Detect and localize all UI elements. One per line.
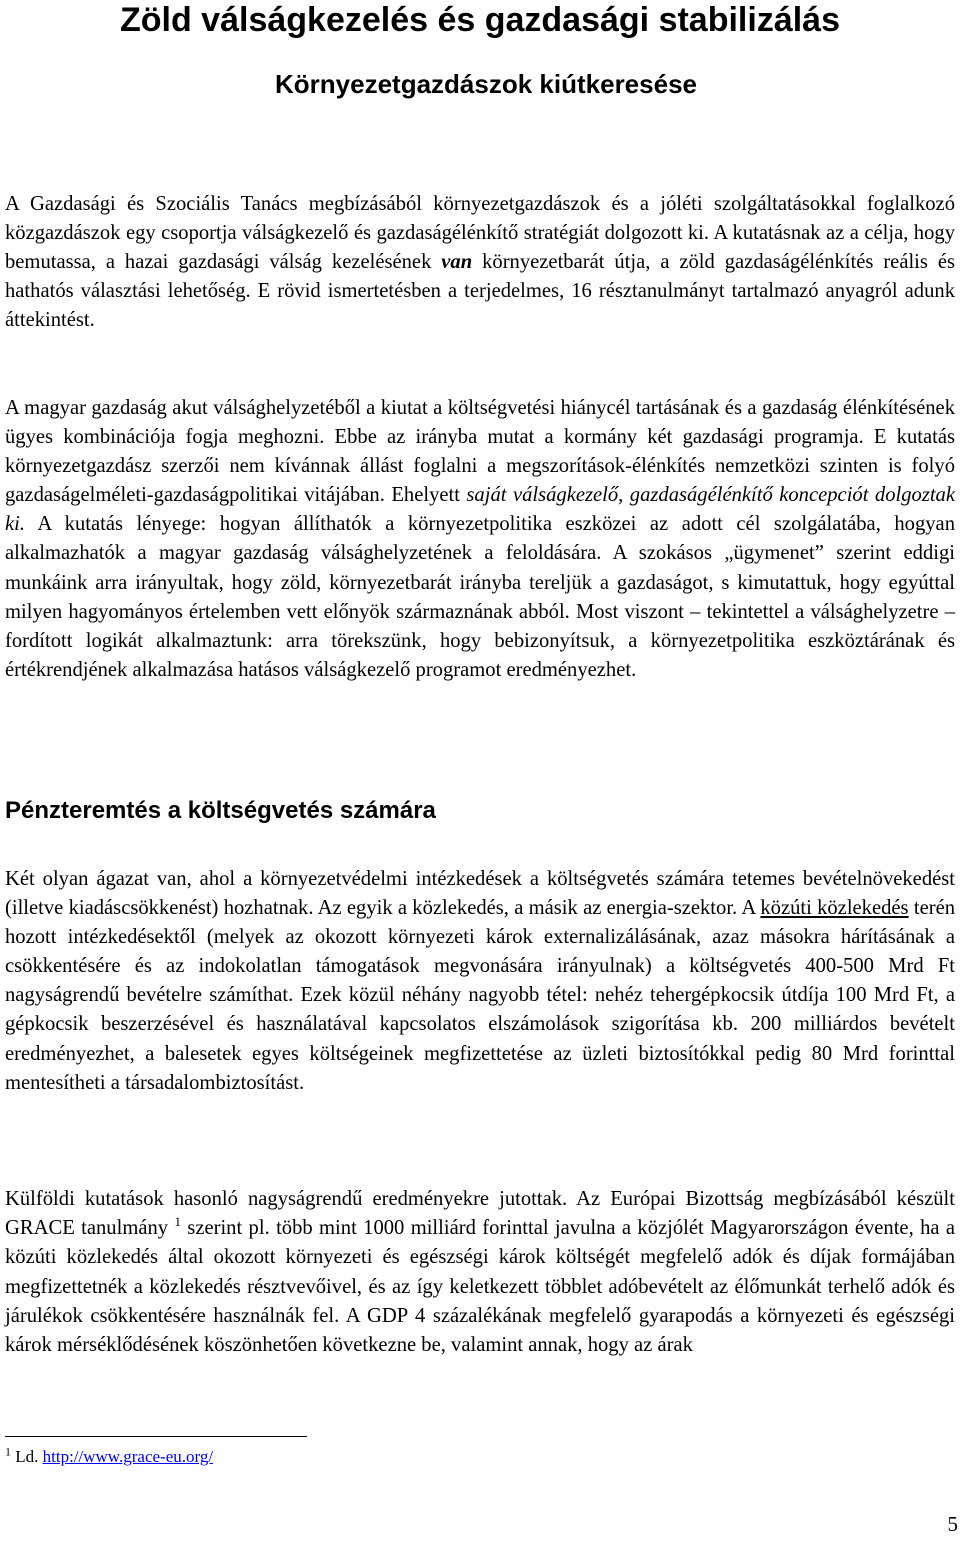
underlined-term: közúti közlekedés — [760, 897, 909, 920]
text-run: környezetbarát útja, a zöld gazdaságélénkítés reális és hathatós választási lehetőség. E rövid ismertetésben a terjedelmes, 16 résztanulmányt tartalmazó anyagról adunk áttekintést. — [5, 251, 955, 332]
section-paragraph-2 — [5, 1185, 955, 1360]
section-heading: Pénzteremtés a költségvetés számára — [5, 797, 436, 824]
emphasized-word: van — [441, 251, 473, 274]
document-subtitle: Környezetgazdászok kiútkeresése — [275, 69, 697, 99]
document-title: Zöld válságkezelés és gazdasági stabilizálás — [119, 1, 840, 39]
text-run: szerint pl. több mint 1000 milliárd forinttal javulna a közjólét Magyarországon évente, ha a közúti közlekedés által okozott környezeti és egészségi károk költségét megfelelő adók és díjak formájában megfizettetnék a közlekedés résztvevőivel, és az így keletkezett többlet adóbevételt az élőmunkát terhelő adók és járulékok csökkentésére használnák fel. A GDP 4 százalékának megfelelő gyarapodás a környezeti és egészségi károk mérséklődésének köszönhetően következne be, valamint annak, hogy az árak — [5, 1217, 955, 1357]
text-run: terén hozott intézkedésektől (melyek az okozott környezeti károk externalizálásának, azaz másokra hárításának a csökkentésére és az indokolatlan támogatások megvonására irányulnak) a költségvetés 400-500 Mrd Ft nagyságrendű bevételre számíthat. Ezek közül néhány nagyobb tétel: nehéz tehergépkocsik útdíja 100 Mrd Ft, a gépkocsik beszerzésével és használatával kapcsolatos elszámolások szigorítása kb. 200 milliárdos bevételt eredményezhet, a balesetek egyes költségeinek megfizettetése az üzleti biztosítókkal pedig 80 Mrd forinttal mentesítheti a társadalombiztosítást. — [5, 897, 956, 1094]
text-run: A magyar gazdaság akut válsághelyzetéből a kiutat a költségvetési hiánycél tartásának és a gazdaság élénkítésének ügyes kombinációja fogja meghozni. Ebbe az irányba mutat a kormány két gazdasági programja. E kutatás környezetgazdász szerzői nem kívánnak állást foglalni a megszorítások-élénkítés nemzetközi szinten is folyó gazdaságelméleti-gazdaságpolitikai vitájában. Ehelyett — [5, 397, 955, 507]
text-run: A Gazdasági és Szociális Tanács megbízásából környezetgazdászok és a jóléti szolgáltatásokkal foglalkozó közgazdászok egy csoportja válságkezelő és gazdaságélénkítő stratégiát dolgozott ki. A kutatásnak az a célja, hogy bemutassa, a hazai gazdasági válság kezelésének — [5, 193, 955, 274]
footnote-separator — [5, 1436, 307, 1437]
section-paragraph-1 — [5, 865, 955, 1098]
footnote-reference[interactable]: 1 — [174, 1214, 181, 1230]
text-run: Külföldi kutatások hasonló nagyságrendű eredményekre jutottak. Az Európai Bizottság megbízásából készült GRACE tanulmány — [5, 1188, 955, 1240]
page-number: 5 — [947, 1512, 958, 1536]
footnote-marker: 1 — [5, 1444, 11, 1459]
intro-paragraph-1 — [5, 190, 955, 335]
footnote-label: Ld. — [11, 1447, 43, 1466]
footnote-link[interactable]: http://www.grace-eu.org/ — [42, 1447, 214, 1466]
text-run: Két olyan ágazat van, ahol a környezetvédelmi intézkedések a költségvetés számára tetemes bevételnövekedést (illetve kiadáscsökkenést) hozhatnak. Az egyik a közlekedés, a másik az energia-szektor. A — [5, 868, 955, 920]
footnote — [5, 1445, 213, 1469]
italic-phrase: saját válságkezelő, gazdaságélénkítő koncepciót dolgoztak ki. — [5, 484, 955, 536]
intro-paragraph-2 — [5, 394, 955, 685]
text-run: A kutatás lényege: hogyan állíthatók a környezetpolitika eszközei az adott cél szolgálatába, hogyan alkalmazhatók a magyar gazdaság válsághelyzetének a feloldására. A szokásos „ügymenet” szerint eddigi munkáink arra irányultak, hogy zöld, környezetbarát irányba tereljük a gazdaságot, s kimutattuk, hogy egyúttal milyen hagyományos értelemben vett előnyök származnának abból. Most viszont – tekintettel a válsághelyzetre – fordított logikát alkalmaztunk: arra törekszünk, hogy bebizonyítsuk, a környezetpolitika eszköztárának és értékrendjének alkalmazása hatásos válságkezelő programot eredményezhet. — [5, 513, 955, 681]
